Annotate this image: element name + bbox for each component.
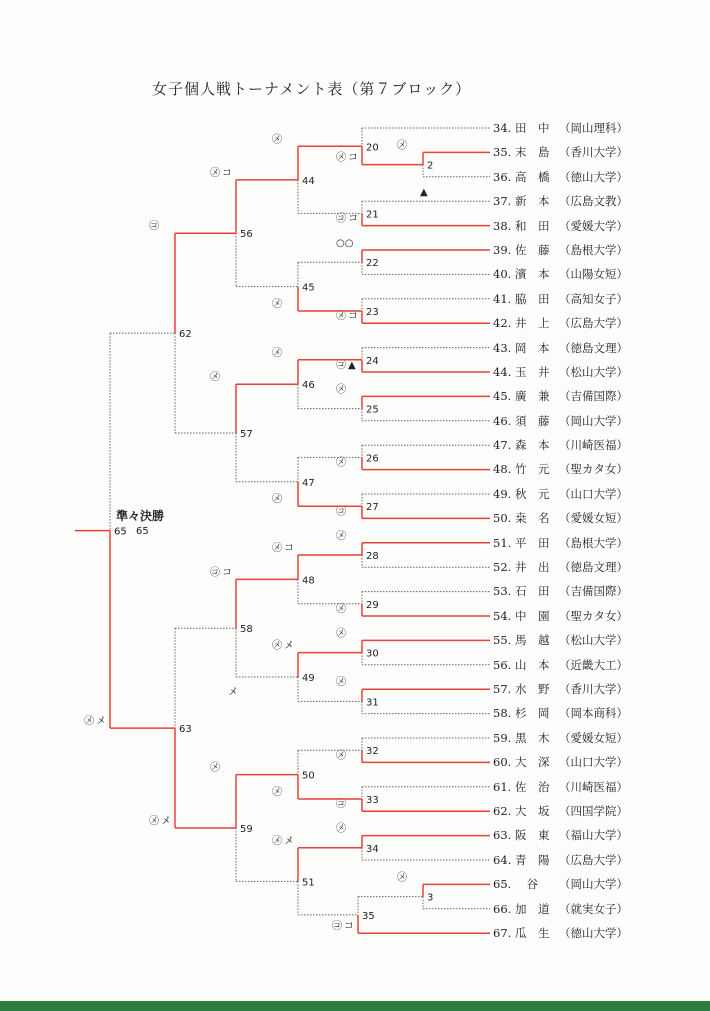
side-mark: ▲	[420, 186, 428, 198]
player-name: 井 上	[515, 316, 550, 331]
result-mark: コ	[348, 152, 358, 164]
match-number: 30	[366, 648, 379, 660]
player-row	[493, 921, 628, 945]
result-mark: コ	[348, 213, 358, 225]
result-mark: ㋱	[336, 384, 346, 396]
match-number: 65	[114, 526, 127, 538]
player-name: 加 道	[515, 901, 550, 916]
result-mark: コ	[348, 311, 358, 323]
player-name: 水 野	[515, 681, 550, 696]
result-mark: ㋱	[272, 347, 282, 359]
player-row	[493, 750, 628, 774]
player-name: 山 本	[515, 657, 550, 672]
player-number: 44.	[493, 364, 512, 379]
player-number: 35.	[493, 145, 512, 160]
player-name: 黒 木	[515, 730, 550, 745]
player-name: 馬 越	[515, 633, 550, 648]
player-row	[493, 799, 628, 823]
player-affiliation: （福山大学）	[559, 828, 628, 843]
result-mark: ▲	[348, 360, 356, 371]
semifinal-number: 65	[136, 526, 149, 537]
player-name: 廣 兼	[515, 389, 550, 404]
match-number: 28	[366, 551, 379, 562]
result-mark: ㋱	[272, 787, 282, 798]
player-row	[493, 238, 628, 262]
player-name: 佐 治	[515, 779, 550, 794]
player-affiliation: （吉備国際）	[559, 389, 628, 404]
player-number: 62.	[493, 803, 512, 818]
result-mark: ㋱	[210, 167, 220, 179]
result-mark: ㋱	[272, 543, 282, 554]
player-affiliation: （吉備国際）	[559, 584, 628, 599]
player-number: 60.	[493, 755, 512, 770]
player-affiliation: （松山大学）	[559, 364, 628, 379]
player-affiliation: （島根大学）	[559, 535, 628, 550]
player-name: 瓜 生	[515, 925, 550, 940]
player-name: 末 島	[515, 145, 550, 160]
result-mark: ㋱	[336, 311, 346, 323]
player-row	[493, 823, 628, 847]
player-affiliation: （広島大学）	[559, 316, 628, 331]
player-number: 48.	[493, 462, 512, 477]
result-mark: ㋙	[336, 799, 346, 811]
player-affiliation: （四国学院）	[559, 803, 628, 818]
player-number: 52.	[493, 560, 512, 575]
player-number: 67.	[493, 925, 512, 940]
player-row	[493, 140, 628, 164]
result-mark: コ	[344, 921, 354, 933]
result-mark: ㋱	[210, 372, 220, 384]
player-row	[493, 531, 628, 555]
player-number: 36.	[493, 169, 512, 184]
player-row	[493, 482, 628, 506]
match-number: 34	[366, 843, 379, 855]
player-name: 大 坂	[515, 803, 550, 818]
result-mark: ㋙	[332, 921, 342, 933]
player-name: 桒 名	[515, 511, 550, 526]
match-number: 25	[366, 404, 379, 416]
player-affiliation: （愛媛女短）	[559, 730, 628, 745]
match-number: 51	[302, 877, 315, 889]
match-number: 62	[179, 329, 192, 341]
player-number: 45.	[493, 389, 512, 404]
match-number: 3	[427, 892, 434, 904]
player-affiliation: （近畿大工）	[559, 657, 628, 672]
player-name: 濱 本	[515, 267, 550, 282]
player-number: 38.	[493, 218, 512, 233]
match-number: 58	[240, 624, 253, 636]
match-number: 22	[366, 258, 379, 270]
result-mark: ㋱	[336, 530, 346, 542]
match-number: 47	[302, 477, 315, 489]
result-mark: ㋱	[149, 815, 159, 827]
player-affiliation: （香川大学）	[559, 145, 628, 160]
player-affiliation: （松山大学）	[559, 633, 628, 648]
player-affiliation: （広島大学）	[559, 852, 628, 867]
player-affiliation: （岡山大学）	[559, 413, 628, 428]
player-number: 47.	[493, 438, 512, 453]
player-affiliation: （聖カタ女）	[559, 608, 628, 623]
player-row	[493, 775, 628, 799]
player-number: 65.	[493, 877, 512, 892]
player-affiliation: （徳山大学）	[559, 925, 628, 940]
player-number: 34.	[493, 121, 512, 135]
match-number: 35	[362, 910, 375, 922]
player-number: 54.	[493, 608, 512, 623]
player-name: 杉 岡	[515, 706, 550, 721]
player-number: 59.	[493, 730, 512, 745]
player-row	[493, 653, 628, 677]
result-mark: コ	[222, 167, 232, 179]
player-name: 森 本	[515, 438, 550, 453]
match-number: 21	[366, 209, 379, 221]
match-number: 46	[302, 380, 315, 392]
player-row	[493, 287, 628, 311]
match-number: 45	[302, 282, 315, 294]
result-mark: ㋱	[272, 134, 282, 146]
player-name: 石 田	[515, 584, 550, 599]
player-row	[493, 897, 628, 921]
result-mark: メ	[284, 835, 294, 847]
player-row	[493, 165, 628, 189]
result-mark: ㋱	[272, 835, 282, 847]
player-name: 佐 藤	[515, 242, 550, 257]
player-number: 57.	[493, 681, 512, 696]
result-mark: ㋙	[336, 213, 346, 225]
result-mark: ㋱	[84, 716, 94, 728]
player-row	[493, 579, 628, 603]
side-mark: メ	[228, 687, 238, 698]
player-affiliation: （川崎医福）	[559, 438, 628, 453]
result-mark: ○○	[336, 238, 354, 249]
match-number: 63	[179, 724, 192, 736]
player-row	[493, 726, 628, 750]
player-number: 39.	[493, 242, 512, 257]
player-name: 秋 元	[515, 486, 550, 501]
match-number: 29	[366, 599, 379, 611]
player-number: 43.	[493, 340, 512, 355]
match-number: 23	[366, 307, 379, 318]
result-mark: ㋱	[336, 750, 346, 762]
player-number: 64.	[493, 852, 512, 867]
player-row	[493, 872, 628, 896]
player-row	[493, 701, 628, 725]
player-affiliation: （徳島文理）	[559, 560, 628, 575]
player-row	[493, 604, 628, 628]
player-name: 玉 井	[515, 364, 550, 379]
match-number: 33	[366, 795, 379, 806]
result-mark: メ	[161, 815, 171, 827]
player-name: 大 深	[515, 755, 550, 770]
result-mark: ㋙	[210, 567, 220, 579]
player-name: 岡 本	[515, 340, 550, 355]
player-name: 高 橋	[515, 169, 550, 184]
player-row	[493, 457, 628, 481]
result-mark: コ	[222, 567, 232, 579]
result-mark: ㋱	[210, 762, 220, 774]
player-row	[493, 506, 628, 530]
result-mark: ㋱	[336, 823, 346, 835]
match-number: 27	[366, 502, 379, 514]
match-number: 24	[366, 355, 379, 367]
player-name: 田 中	[515, 121, 550, 135]
player-name: 脇 田	[515, 291, 550, 306]
match-number: 31	[366, 697, 379, 709]
player-name: 須 藤	[515, 413, 550, 428]
match-number: 59	[240, 823, 253, 835]
player-number: 40.	[493, 267, 512, 282]
player-number: 50.	[493, 511, 512, 526]
player-row	[493, 262, 628, 286]
player-name: 竹 元	[515, 462, 550, 477]
match-number: 20	[366, 142, 379, 154]
match-number: 48	[302, 575, 315, 587]
result-mark: ㋱	[336, 604, 346, 615]
player-name: 新 本	[515, 194, 550, 209]
match-number: 32	[366, 746, 379, 758]
result-mark: ㋙	[149, 221, 159, 233]
semifinal-label: 準々決勝	[116, 509, 165, 523]
match-number: 49	[302, 673, 315, 684]
player-affiliation: （島根大学）	[559, 242, 628, 257]
player-number: 66.	[493, 901, 512, 916]
result-mark: ㋙	[336, 506, 346, 518]
result-mark: ㋱	[397, 140, 407, 152]
result-mark: ㋱	[336, 677, 346, 689]
player-affiliation: （徳山大学）	[559, 169, 628, 184]
result-mark: ㋱	[272, 299, 282, 310]
player-number: 37.	[493, 194, 512, 209]
player-row	[493, 433, 628, 457]
result-mark: メ	[284, 640, 294, 652]
player-name: 平 田	[515, 535, 550, 550]
player-number: 55.	[493, 633, 512, 648]
result-mark: メ	[96, 716, 106, 728]
player-number: 56.	[493, 657, 512, 672]
player-affiliation: （徳島文理）	[559, 340, 628, 355]
player-number: 46.	[493, 413, 512, 428]
result-mark: コ	[284, 543, 294, 554]
player-name: 阪 東	[515, 828, 550, 843]
player-affiliation: （広島文教）	[559, 194, 628, 209]
player-affiliation: （岡山大学）	[559, 877, 628, 892]
result-mark: ㋱	[336, 457, 346, 469]
player-row	[493, 409, 628, 433]
player-list	[493, 116, 628, 945]
player-row	[493, 116, 628, 140]
player-row	[493, 628, 628, 652]
player-row	[493, 555, 628, 579]
player-affiliation: （岡本商科）	[559, 706, 628, 721]
player-affiliation: （愛媛女短）	[559, 511, 628, 526]
match-number: 57	[240, 429, 253, 440]
player-number: 53.	[493, 584, 512, 599]
player-name: 谷	[515, 877, 538, 892]
player-affiliation: （香川大学）	[559, 681, 628, 696]
player-affiliation: （就実女子）	[559, 901, 628, 916]
player-affiliation: （愛媛大学）	[559, 218, 628, 233]
player-number: 51.	[493, 535, 512, 550]
player-name: 中 園	[515, 608, 550, 623]
player-number: 42.	[493, 316, 512, 331]
player-affiliation: （岡山理科）	[559, 121, 628, 135]
result-mark: ㋱	[272, 640, 282, 652]
player-row	[493, 848, 628, 872]
result-mark: ㋱	[336, 152, 346, 164]
result-mark: ㋱	[397, 872, 407, 884]
player-row	[493, 214, 628, 238]
player-name: 井 出	[515, 560, 550, 575]
player-affiliation: （山口大学）	[559, 755, 628, 770]
player-number: 49.	[493, 486, 512, 501]
player-row	[493, 677, 628, 701]
player-row	[493, 189, 628, 213]
page-title: 女子個人戦トーナメント表（第７ブロック）	[152, 80, 472, 98]
result-mark: ㋱	[336, 628, 346, 640]
player-row	[493, 311, 628, 335]
player-row	[493, 384, 628, 408]
player-number: 58.	[493, 706, 512, 721]
player-row	[493, 336, 628, 360]
player-number: 63.	[493, 828, 512, 843]
match-number: 44	[302, 175, 315, 187]
player-number: 41.	[493, 291, 512, 306]
player-affiliation: （川崎医福）	[559, 779, 628, 794]
player-affiliation: （山口大学）	[559, 486, 628, 501]
player-affiliation: （高知女子）	[559, 291, 628, 306]
player-number: 61.	[493, 779, 512, 794]
match-number: 50	[302, 770, 315, 782]
player-name: 和 田	[515, 218, 550, 233]
player-name: 青 陽	[515, 852, 550, 867]
match-number: 26	[366, 453, 379, 465]
bottom-edge-strip	[0, 1001, 710, 1011]
result-mark: ㋙	[336, 360, 346, 371]
player-row	[493, 360, 628, 384]
match-number: 2	[427, 160, 434, 172]
player-affiliation: （山陽女短）	[559, 267, 628, 282]
player-affiliation: （聖カタ女）	[559, 462, 628, 477]
match-number: 56	[240, 229, 253, 241]
result-mark: ㋱	[272, 494, 282, 506]
